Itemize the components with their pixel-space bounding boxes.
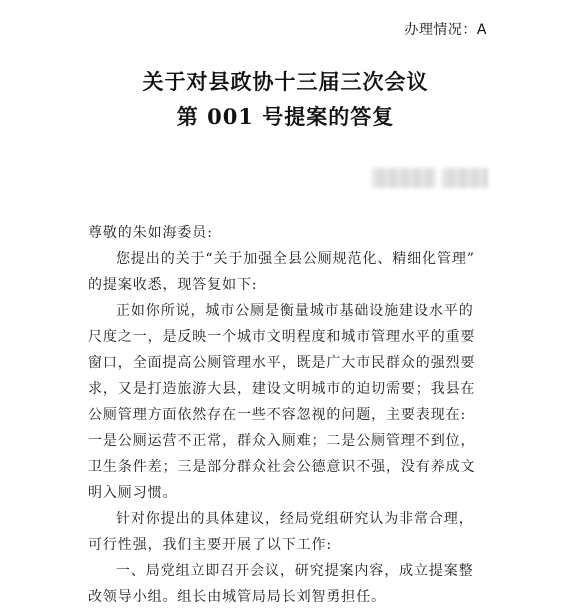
body-line: 求，又是打造旅游大县，建设文明城市的迫切需要；我县在 xyxy=(88,381,476,397)
body-line: 明入厕习惯。 xyxy=(88,485,178,501)
body-line: 窗口，全面提高公厕管理水平，既是广大市民群众的强烈要 xyxy=(88,355,476,371)
body-line: 尺度之一，是反映一个城市文明程度和城市管理水平的重要 xyxy=(88,329,476,345)
body-line: 可行性强，我们主要开展了以下工作: xyxy=(88,537,333,553)
body-line: 正如你所说，城市公厕是衡量城市基础设施建设水平的 xyxy=(116,303,474,319)
salutation: 尊敬的朱如海委员: xyxy=(88,225,213,241)
body-line: 一、局党组立即召开会议，研究提案内容，成立提案整 xyxy=(116,563,474,579)
body-line: 卫生条件差；三是部分群众社会公德意识不强，没有养成文 xyxy=(88,459,476,475)
document-title-line-1: 关于对县政协十三届三次会议 xyxy=(142,69,429,94)
body-line: 一是公厕运营不正常，群众入厕难；二是公厕管理不到位， xyxy=(88,433,476,449)
handling-status: 办理情况：A xyxy=(404,22,487,38)
body-line: 公厕管理方面依然存在一些不容忽视的问题，主要表现在: xyxy=(88,407,467,423)
body-line: 改领导小组。组长由城管局局长刘智勇担任。 xyxy=(88,589,386,605)
body-line: 您提出的关于“关于加强全县公厕规范化、精细化管理” xyxy=(116,251,475,267)
body-line: 针对你提出的具体建议，经局党组研究认为非常合理， xyxy=(116,511,474,527)
body-line: 的提案收悉，现答复如下: xyxy=(88,277,258,293)
redacted-block-2 xyxy=(442,168,488,188)
document-title-line-2: 第 001 号提案的答复 xyxy=(176,104,395,129)
redacted-block-1 xyxy=(372,168,436,188)
reply-body xyxy=(88,221,490,605)
